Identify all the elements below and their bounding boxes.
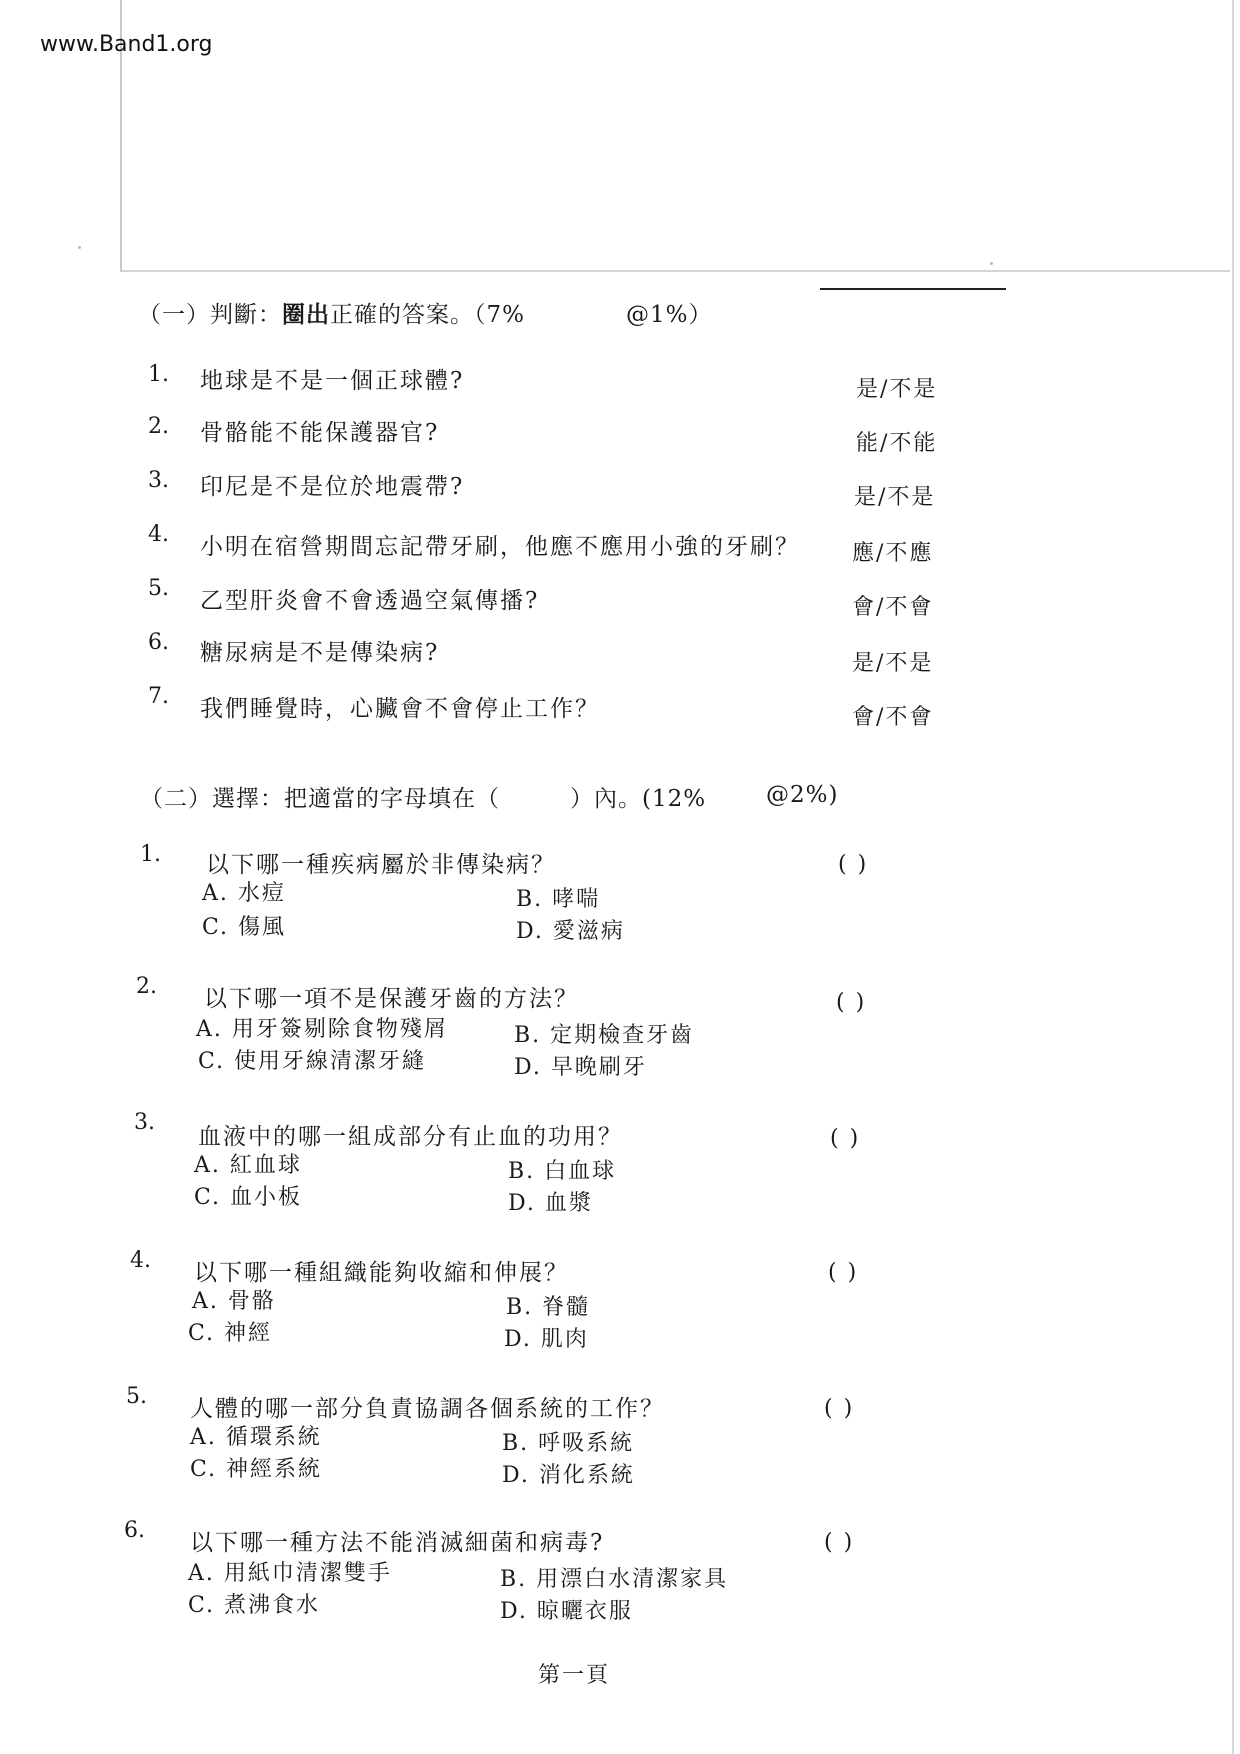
tf-q5-number: 5. (148, 576, 169, 601)
tf-q2-number: 2. (148, 414, 169, 439)
section2-title (140, 780, 706, 813)
mc-q4-text: 以下哪一種組織能夠收縮和伸展？ (194, 1260, 569, 1286)
mc-q3-answer-box[interactable]: ( ) (830, 1126, 861, 1151)
mc-q6-number: 6. (124, 1518, 145, 1543)
mc-q2-answer-box[interactable]: ( ) (836, 990, 867, 1015)
section2-title-text: （二）選擇：把適當的字母填在（ (140, 786, 500, 812)
mc-q3-number: 3. (134, 1110, 155, 1135)
mc-q1-text: 以下哪一種疾病屬於非傳染病？ (206, 852, 556, 878)
tf-q4-text: 小明在宿營期間忘記帶牙刷，他應不應用小強的牙刷？ (200, 534, 800, 560)
tf-q4-choice[interactable]: 應/不應 (852, 541, 934, 566)
tf-q7-text: 我們睡覺時，心臟會不會停止工作？ (200, 696, 600, 722)
mc-q4-option-d: D. 肌肉 (504, 1327, 589, 1352)
mc-q5-option-a: A. 循環系統 (190, 1425, 322, 1450)
tf-q6-text: 糖尿病是不是傳染病? (200, 640, 440, 666)
tf-q7-choice[interactable]: 會/不會 (852, 705, 934, 730)
parent-signature-line (820, 288, 1006, 290)
mc-q2-option-d: D. 早晚刷牙 (514, 1055, 647, 1080)
mc-q2-option-a: A. 用牙簽剔除食物殘屑 (196, 1017, 448, 1042)
mc-q1-option-d: D. 愛滋病 (516, 919, 625, 944)
mc-q1-option-a: A. 水痘 (202, 881, 286, 906)
mc-q1-answer-box[interactable]: ( ) (838, 852, 869, 877)
tf-q4-number: 4. (148, 522, 169, 547)
scan-speck (78, 246, 81, 249)
mc-q3-option-d: D. 血漿 (508, 1191, 593, 1216)
mc-q5-option-d: D. 消化系統 (502, 1463, 635, 1488)
tf-q5-choice[interactable]: 會/不會 (852, 595, 934, 620)
tf-q6-number: 6. (148, 630, 169, 655)
tf-q2-choice[interactable]: 能/不能 (856, 431, 938, 456)
mc-q4-option-a: A. 骨骼 (192, 1289, 276, 1314)
tf-q1-number: 1. (148, 362, 169, 387)
watermark: www.Band1.org (40, 32, 213, 57)
scan-edge (1232, 0, 1234, 1754)
section1-marks: @1%） (626, 302, 713, 328)
section1-title (138, 296, 525, 329)
mc-q6-text: 以下哪一種方法不能消滅細菌和病毒? (190, 1530, 605, 1556)
mc-q2-option-c: C. 使用牙線清潔牙縫 (198, 1049, 427, 1074)
mc-q3-option-c: C. 血小板 (194, 1185, 303, 1210)
tf-q6-choice[interactable]: 是/不是 (852, 651, 934, 676)
tf-q1-choice[interactable]: 是/不是 (856, 377, 938, 402)
tf-q1-text: 地球是不是一個正球體? (200, 368, 465, 394)
section2-title-mid: ）內。(12% (570, 786, 707, 812)
mc-q1-option-c: C. 傷風 (202, 915, 287, 940)
mc-q3-option-b: B. 白血球 (508, 1159, 617, 1184)
mc-q1-option-b: B. 哮喘 (516, 887, 601, 912)
mc-q4-answer-box[interactable]: ( ) (828, 1260, 859, 1285)
tf-q5-text: 乙型肝炎會不會透過空氣傳播? (200, 588, 540, 614)
mc-q2-text: 以下哪一項不是保護牙齒的方法？ (204, 986, 579, 1012)
mc-q6-option-c: C. 煮沸食水 (188, 1593, 321, 1618)
tf-q3-text: 印尼是不是位於地震帶? (200, 474, 465, 500)
tf-q2-text: 骨骼能不能保護器官? (200, 420, 440, 446)
section2-marks: @2%) (766, 782, 839, 808)
mc-q4-option-c: C. 神經 (188, 1321, 273, 1346)
mc-q6-option-d: D. 晾曬衣服 (500, 1599, 633, 1624)
page-number: 第一頁 (538, 1663, 611, 1688)
section1-title-bold: 圈出 (282, 301, 330, 328)
mc-q5-option-c: C. 神經系統 (190, 1457, 323, 1482)
mc-q5-answer-box[interactable]: ( ) (824, 1396, 855, 1421)
tf-q7-number: 7. (148, 684, 169, 709)
tf-q3-choice[interactable]: 是/不是 (854, 485, 936, 510)
mc-q1-number: 1. (140, 842, 161, 867)
mc-q3-text: 血液中的哪一組成部分有止血的功用？ (198, 1124, 623, 1150)
mc-q6-option-b: B. 用漂白水清潔家具 (500, 1567, 729, 1592)
mc-q5-number: 5. (126, 1384, 147, 1409)
mc-q5-text: 人體的哪一部分負責協調各個系統的工作？ (190, 1396, 665, 1422)
mc-q4-number: 4. (130, 1248, 151, 1273)
mc-q3-option-a: A. 紅血球 (194, 1153, 302, 1178)
mc-q2-number: 2. (136, 974, 157, 999)
mc-q2-option-b: B. 定期檢查牙齒 (514, 1023, 695, 1048)
mc-q6-option-a: A. 用紙巾清潔雙手 (188, 1561, 392, 1586)
mc-q5-option-b: B. 呼吸系統 (502, 1431, 635, 1456)
section1-title-rest: 正確的答案。（7% (330, 302, 525, 328)
mc-q6-answer-box[interactable]: ( ) (824, 1530, 855, 1555)
tf-q3-number: 3. (148, 468, 169, 493)
mc-q4-option-b: B. 脊髓 (506, 1295, 591, 1320)
scan-speck (990, 262, 993, 265)
section1-title-prefix: （一）判斷： (138, 302, 282, 328)
scan-border (120, 0, 1230, 272)
